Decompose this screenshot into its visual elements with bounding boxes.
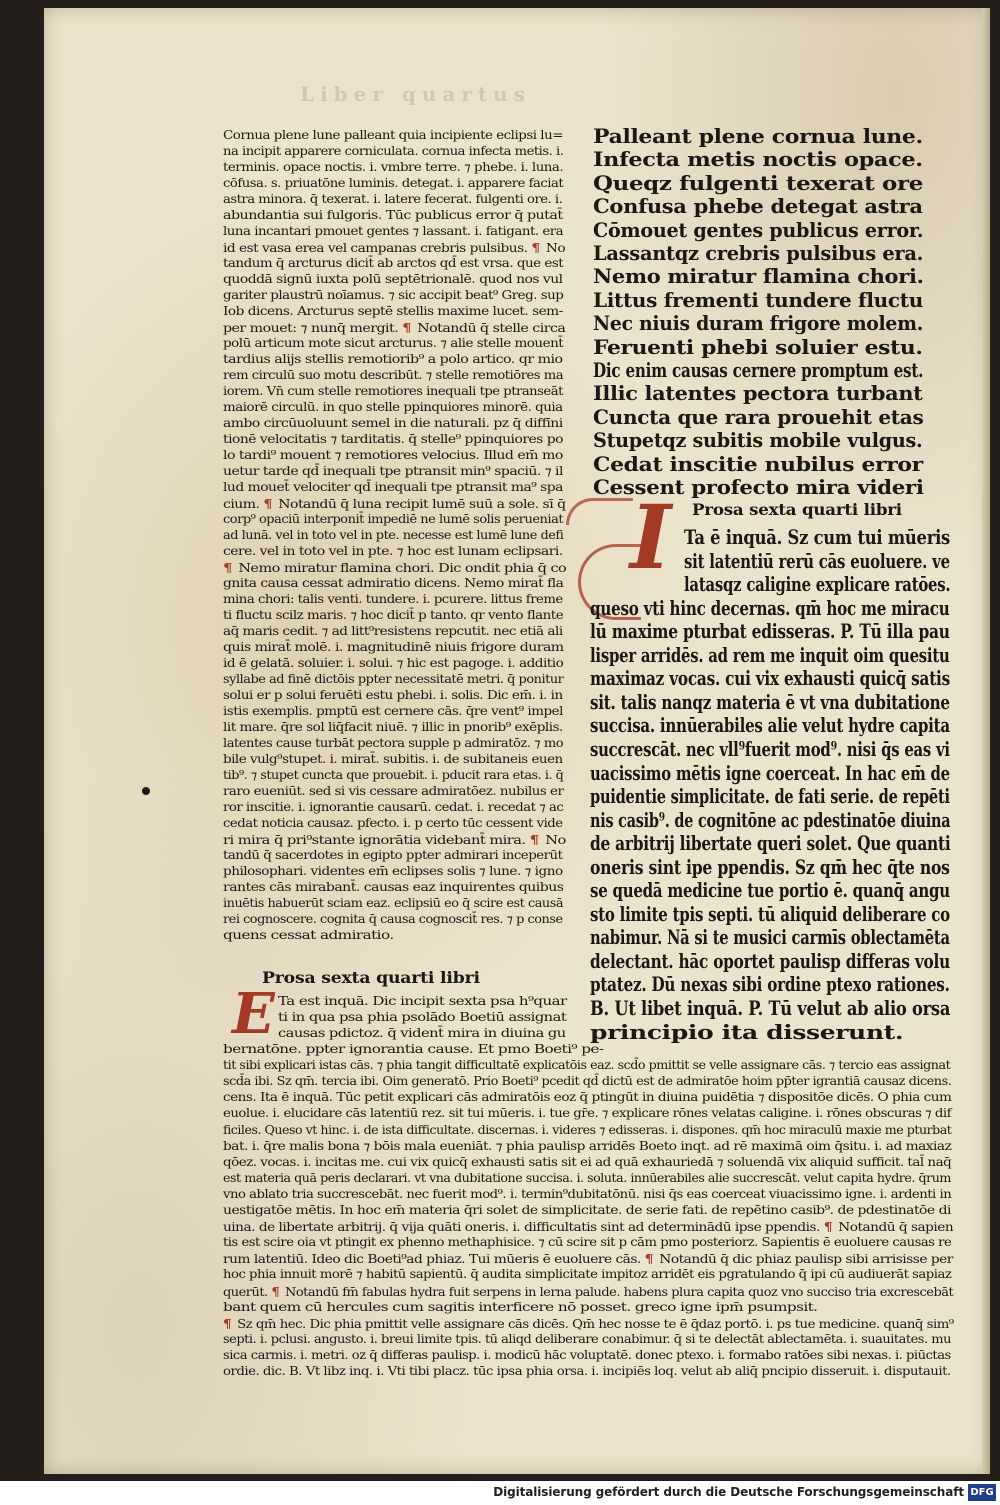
prosa-line: maximaz vocas. cui vix exhausti quicq̄ satis (590, 666, 950, 691)
bottom-commentary-line: bernatōne. ppter ignorantia cause. Et pmo Boeti⁹ pe- (223, 1042, 604, 1056)
pilcrow-mark: ¶ (402, 320, 411, 335)
dfg-logo: DFG (968, 1484, 996, 1501)
commentary-line: bile vulg⁹stupet. i. mirat̄. subitis. i. de subitaneis euen (223, 752, 563, 766)
verse-line: Infecta metis noctis opace. (593, 147, 923, 172)
pilcrow-mark: ¶ (263, 496, 273, 511)
bottom-commentary-line: est materia quā peris declarari. vt vna dubitatione succisa. i. soluta. innūerabiles alie succrescāt. velut capita hydre. q̄rum (223, 1170, 951, 1185)
prosa-line: delectant. hāc oportet paulisp differas volu (590, 948, 950, 973)
commentary-line: tandum q̄ arcturus dicit̄ ab arctos qd̄ est vrsa. que est (223, 256, 564, 270)
bottom-commentary-line: ficiles. Queso vt hinc. i. de ista difficultate. discernas. i. videres ⁊ edisseras. i. dispones. qm̄ hoc miraculū maxie me pturbat (223, 1122, 952, 1137)
commentary-line: Cornua plene lune palleant quia incipiente eclipsi lu= (223, 128, 563, 142)
commentary-line: quens cessat admiratio. (223, 928, 394, 942)
page-edge (982, 8, 990, 1474)
commentary-line: mina chori: talis venti. tundere. i. pcurere. littus freme (223, 592, 563, 606)
commentary-line: rei cognoscere. cognita q̄ causa cognoscit̄ res. ⁊ p conse (223, 912, 563, 926)
commentary-line: id ē gelatā. solui̇er. i. solui. ⁊ hic est pagoge. i. additio (223, 656, 564, 670)
commentary-line: tionē velocitatis ⁊ tarditatis. q̄ stelle⁹ ppinquiores po (223, 432, 563, 446)
prosa-line: uacissimo mētis igne coerceat. In hac em̄ de (590, 760, 950, 785)
commentary-line: uetur tarde qd̄ inequali tpe ptransit min⁹ spaciū. ⁊ il (223, 464, 563, 478)
prosa-line: sit. talis nanqz materia ē vt vna dubitatione (590, 689, 950, 714)
pilcrow-mark: ¶ (531, 240, 540, 255)
commentary-line: rantes cās mirabant̄. causas eaz inquirentes quibus (223, 880, 564, 894)
bottom-commentary-line: tis est scire oia vt ptingit ex phenno methaphisice. ⁊ cū scire sit p cām pmo posteriorz. Sapientis ē euoluere causas re (223, 1235, 952, 1250)
bottom-commentary-line: tit sibi explicari istas cās. ⁊ phia tangit difficultatē explicatōis eaz. scd̄o pmittit se velle assignare cās. ⁊ tercio eas assignat (223, 1058, 951, 1073)
commentary-line: inuētis habuerūt sciam eaz. eclipsiū eo q̄ scire est causā (223, 896, 564, 910)
commentary-line: abundantia sui fulgoris. Tūc publicus error q̄ putat̄ (223, 208, 563, 222)
prosa-commentary-line: ti in qua psa phia psolādo Boetiū assignat (278, 1010, 567, 1024)
pilcrow-mark: ¶ (823, 1219, 833, 1235)
footer-credit: Digitalisierung gefördert durch die Deutsche Forschungsgemeinschaft (493, 1485, 964, 1499)
prosa-line: succrescāt. nec vll⁹fuerit mod⁹. nisi q̄s eas vi (590, 736, 950, 761)
commentary-line: aq̄ maris cedit. ⁊ ad litt⁹resistens repcutit. nec etiā ali (223, 624, 563, 638)
verse-line: Queqz fulgenti texerat ore (593, 170, 923, 195)
verse-line: Littus frementi tundere fluctu (593, 287, 923, 312)
commentary-line: cōfusa. s. priuatōne luminis. detegat. i. apparere faciat (223, 176, 564, 190)
commentary-line: cere. vel in toto vel in pte. ⁊ hoc est lunam eclipsari. (223, 544, 563, 558)
bottom-commentary-line: qōez. vocas. i. incitas me. cui vix quicq̄ exhausti satis sit ei ad quā exhauriedā ⁊ soluendā vix aliquid sufficit. tal̄ naq̄ (223, 1154, 952, 1169)
ink-dot (142, 787, 150, 795)
prosa-line: Ta ē inquā. Sz cum tui mūeris (684, 525, 951, 549)
verse-line: Cedat inscitie nubilus error (593, 451, 923, 476)
footer-bar (0, 1481, 1000, 1505)
bottom-commentary-line: ¶ Sz qm̄ hec. Dic phia pmittit velle assignare cās dicēs. Qm̄ hec nosse te ē q̄daz portō. i. ps tue medicine. quanq̄ sim⁹ (223, 1315, 954, 1331)
bottom-commentary-line: bat. i. q̄re malis bona ⁊ bōis mala eueniāt. ⁊ phia paulisp arridēs Boeto inqt. ad rē maximā oim q̄situ. i. ad maxiaz (223, 1138, 952, 1153)
pilcrow-mark: ¶ (223, 1315, 232, 1331)
verse-line: Cōmouet gentes publicus error. (593, 217, 924, 242)
prosa-line: nabimur. Nā si te musici carmīs oblectamēta (590, 925, 950, 950)
pilcrow-mark: ¶ (271, 1283, 280, 1299)
pilcrow-mark: ¶ (529, 832, 539, 847)
commentary-line: Iob dicens. Arcturus septē stellis maxime lucet. sem- (223, 304, 563, 318)
verse-line: Stupetqz subitis mobile vulgus. (593, 428, 923, 453)
commentary-line: iorem. Vn̄ cum stelle remotiores inequali tpe ptranseāt (223, 384, 563, 398)
verse-line: Lassantqz crebris pulsibus era. (593, 241, 924, 265)
bottom-commentary-line: cens. Ita ē inquā. Tūc petit explicari cās admiratōis eoz q̄ ptingūt in diuina puidētia ⁊ dispositōe dicēs. O phia cum (223, 1090, 952, 1105)
commentary-line: solui er p solui feruēti estu phebi. i. solis. Dic em̄. i. in (223, 688, 563, 702)
commentary-line: raro eueniūt. sed si vis cessare admiratōez. nubilus er (223, 784, 564, 798)
prosa-line: de arbitrij libertate queri solet. Que quanti (590, 831, 951, 856)
commentary-line: maiorē circulū. in quo stelle ppinquiores minorē. quia (223, 400, 563, 414)
commentary-line: ti fluctu scilz maris. ⁊ hoc dicit̄ p tanto. qr vento flante (223, 608, 564, 622)
bottom-commentary-line: septi. i. pclusi. angusto. i. breui limite tpis. tū aliqd deliberare conabimur. q̄ si te delectāt ablectamēta. i. suauitates. mu (223, 1331, 951, 1346)
prosa-line: B. Ut libet inquā. P. Tū velut ab alio orsa (590, 996, 951, 1020)
commentary-line: astra minora. q̄ texerat. i. latere fecerat. fulgenti ore. i. (223, 192, 563, 206)
verse-line: Illic latentes pectora turbant (593, 381, 923, 406)
prosa-line: latasqz caligine explicare ratōes. (684, 572, 951, 597)
prosa-commentary-line: causas pdictoz. q̄ vident̄ mira in diuina gu (278, 1026, 566, 1040)
commentary-line: tardius alijs stellis remotiorib⁹ a polo artico. qr mio (223, 352, 563, 366)
commentary-line: philosophari. videntes em̄ eclipses solis ⁊ lune. ⁊ igno (223, 864, 563, 878)
commentary-line: per mouet: ⁊ nunq̄ mergit. ¶ Notandū q̄ stelle circa (223, 320, 566, 335)
prosa-line: se quedā medicine tue portio ē. quanq̄ angu (590, 878, 950, 903)
bottom-commentary-line: vno ablato tria succrescebāt. nec fuerit mod⁹. i. termin⁹dubitatōnū. nisi q̄s eas coerceat viuacissimo igne. i. ardenti in (223, 1186, 952, 1201)
commentary-line: polū articum mote sicut arcturus. ⁊ alie stelle mouent̄ (223, 336, 564, 350)
prosa-line: principio ita disserunt. (590, 1019, 904, 1044)
bottom-commentary-line: querūt. ¶ Notandū fm̄ fabulas hydra fuit serpens in lerna palude. habens plura capita quoz vno succiso tria excrescebāt (223, 1283, 954, 1299)
commentary-line: quis mirat̄ molē. i. magnitudinē niuis frigore duram (223, 640, 564, 654)
commentary-line: ambo circūuoluunt semel in die naturali. pz q̄ diffīni (223, 416, 563, 430)
bottom-commentary-line: ordie. dic. B. Vt libz inq. i. Vti tibi placz. tūc ipsa phia orsa. i. incipiēs loq. velut ab aliq̄ pncipio disseruit. i. disputauit. (223, 1364, 951, 1378)
bottom-commentary-line: uestigatōe mētis. In hoc em̄ materia q̄ri solet de simplicitate. de serie fati. de repētino casib⁹. de pdestinatōe di (223, 1203, 951, 1217)
prosa-line: succisa. innūerabiles alie velut hydre capita (590, 713, 950, 738)
prosa-line: puidentie simplicitate. de fati serie. de repēti (590, 784, 950, 809)
commentary-line: ri mira q̄ pri⁹stante ignorātia videbant̄ mira. ¶ No (223, 832, 566, 847)
commentary-line: quoddā signū iuxta polū septētrionalē. quod nos vul (223, 272, 563, 286)
commentary-line: ror inscitie. i. ignorantie causarū. cedat. i. recedat ⁊ ac (223, 800, 564, 814)
prosa-line: sit latentiū rerū cās euoluere. ve (684, 548, 950, 573)
bottom-commentary-line: rum latentiū. Ideo dic Boeti⁹ad phiaz. Tui mūeris ē euoluere cās. ¶ Notandū q̄ dic phiaz paulisp sibi arrisisse per (223, 1251, 953, 1267)
bottom-commentary-line: uina. de libertate arbitrij. q̄ vija quāti oneris. i. difficultatis sint ad determinādū ipse ppendis. ¶ Notandū q̄ sapien (223, 1219, 954, 1235)
verse-line: Nemo miratur flamina chori. (593, 264, 924, 289)
bottom-commentary-line: sica carmis. i. metri. oz q̄ differas paulisp. i. modicū hāc voluptatē. donec ptexo. i. formabo ratōes sibi nexas. i. piūctas (223, 1347, 951, 1362)
bottom-commentary-line: bant quem cū hercules cum sagiti̇s interficere nō posset. greco igne ipm̄ psumpsit. (223, 1299, 818, 1314)
verse-line: Dic enim causas cernere promptum est. (593, 358, 924, 382)
prosa-line: sto limite tpis septi. tū aliquid deliberare co (590, 901, 950, 926)
right-prosa-title: Prosa sexta quarti libri (692, 500, 902, 519)
commentary-line: na incipit apparere corniculata. cornua infecta metis. i. (223, 144, 564, 158)
verse-line: Cuncta que rara prouehit etas (593, 404, 924, 429)
commentary-line: terminis. opace noctis. i. vmbre terre. ⁊ phebe. i. luna. (223, 160, 564, 174)
commentary-line: ¶ Nemo miratur flamina chori. Dic ondit phia q̄ co (223, 560, 567, 575)
verse-line: Palleant plene cornua lune. (593, 124, 923, 148)
commentary-line: cedat noticia causaz. pfecto. i. p certo tūc cessent vide (223, 816, 563, 830)
prosa-commentary-line: Ta est inquā. Dic incipit sexta psa h⁹quar (278, 994, 567, 1008)
commentary-line: tandū q̄ sacerdotes in egipto ppter admirari inceperūt (223, 848, 563, 862)
commentary-line: corp⁹ opaciū interponit̄ impediē ne lumē solis perueniat (223, 512, 564, 526)
commentary-line: istis exemplis. pmptū est cernere cās. q̄re vent⁹ impel (223, 704, 563, 718)
commentary-line: ad lunā. vel in toto vel in pte. necesse est lumē lune defi (223, 528, 564, 542)
bottom-commentary-line: scd̄a ibi. Sz qm̄. tercia ibi. Oim generatō. Pri̇o Boeti⁹ pcedit qd̄ dictū est de admiratōe hoim pp̄ter igrantiā causaz dicens. (223, 1074, 952, 1089)
commentary-line: cium. ¶ Notandū q̄ luna recipit lumē suū a sole. sī q̄ (223, 496, 566, 511)
prosa-line: queso vti hinc decernas. qm̄ hoc me miracu (590, 595, 950, 620)
commentary-line: lud mouet̄ velociter qd̄ inequali tpe ptransit ma⁹ spa (223, 480, 563, 494)
verse-line: Feruenti phebi soluier estu. (593, 334, 923, 359)
commentary-line: gnita causa cessat admiratio dicens. Nemo mirat̄ fla (223, 576, 564, 590)
verse-line: Nec niuis duram frigore molem. (593, 311, 923, 336)
running-head-faint: Liber quartus (300, 82, 531, 106)
prosa-line: nis casib⁹. de cognitōne ac pdestinatōe diuina (590, 807, 951, 832)
prosa-line: lisper arridēs. ad rem me inquit oim quesitu (590, 642, 950, 667)
verse-line: Confusa phebe detegat astra (593, 194, 923, 219)
pilcrow-mark: ¶ (644, 1251, 654, 1267)
commentary-line: lo tardi⁹ mouent ⁊ remotiores velocius. Illud em̄ mo (223, 448, 563, 462)
prosa-line: oneris sint ipe ppendis. Sz qm̄ hec q̄te nos (590, 854, 950, 879)
left-prosa-title: Prosa sexta quarti libri (262, 968, 480, 987)
red-initial-I: I (630, 494, 692, 580)
commentary-line: syllabe ad finē dictōis ppter necessitatē metri. q̄ ponitur (223, 672, 564, 686)
commentary-line: lit mare. q̄re sol liq̄facit niuē. ⁊ illic in pnorib⁹ exēplis. (223, 720, 563, 734)
red-initial-E: E (232, 981, 275, 1047)
bottom-commentary-line: hoc phia innuit morē ⁊ habitū sapientū. q̄ audita simplicitate impitoz arridēt eis pgratulando q̄ ipi cū audiuerāt sapiaz (223, 1267, 952, 1282)
commentary-line: id est vasa erea vel campanas crebris pulsibus. ¶ No (223, 240, 566, 255)
commentary-line: rem circulū suo motu describūt. ⁊ stelle remotiōres ma (223, 368, 564, 382)
verse-line: Cessent profecto mira videri (593, 475, 924, 499)
commentary-line: latentes cause turbāt pectora supple p admiratōz. ⁊ mo (223, 736, 564, 750)
prosa-line: lū maxime pturbat edisseras. P. Tū illa pau (590, 619, 950, 644)
bottom-commentary-line: euolue. i. elucidare cās latentiū rez. sit tui mūeris. i. tue gr̄e. ⁊ explicare rōnes velatas caligine. i. rōnes obscuras ⁊ dif (223, 1106, 952, 1121)
commentary-line: luna incantari pmouet gentes ⁊ lassant. i. fatigant. era (223, 224, 564, 238)
pilcrow-mark: ¶ (223, 560, 232, 575)
prosa-line: ptatez. Dū nexas sibi ordine ptexo rationes. (590, 972, 950, 997)
commentary-line: tib⁹. ⁊ stupet cuncta que prouebit. i. pducit rara etas. i. q̄ (223, 768, 564, 782)
commentary-line: gariter plaustrū noīamus. ⁊ sic accipit beat⁹ Greg. sup (223, 288, 564, 302)
